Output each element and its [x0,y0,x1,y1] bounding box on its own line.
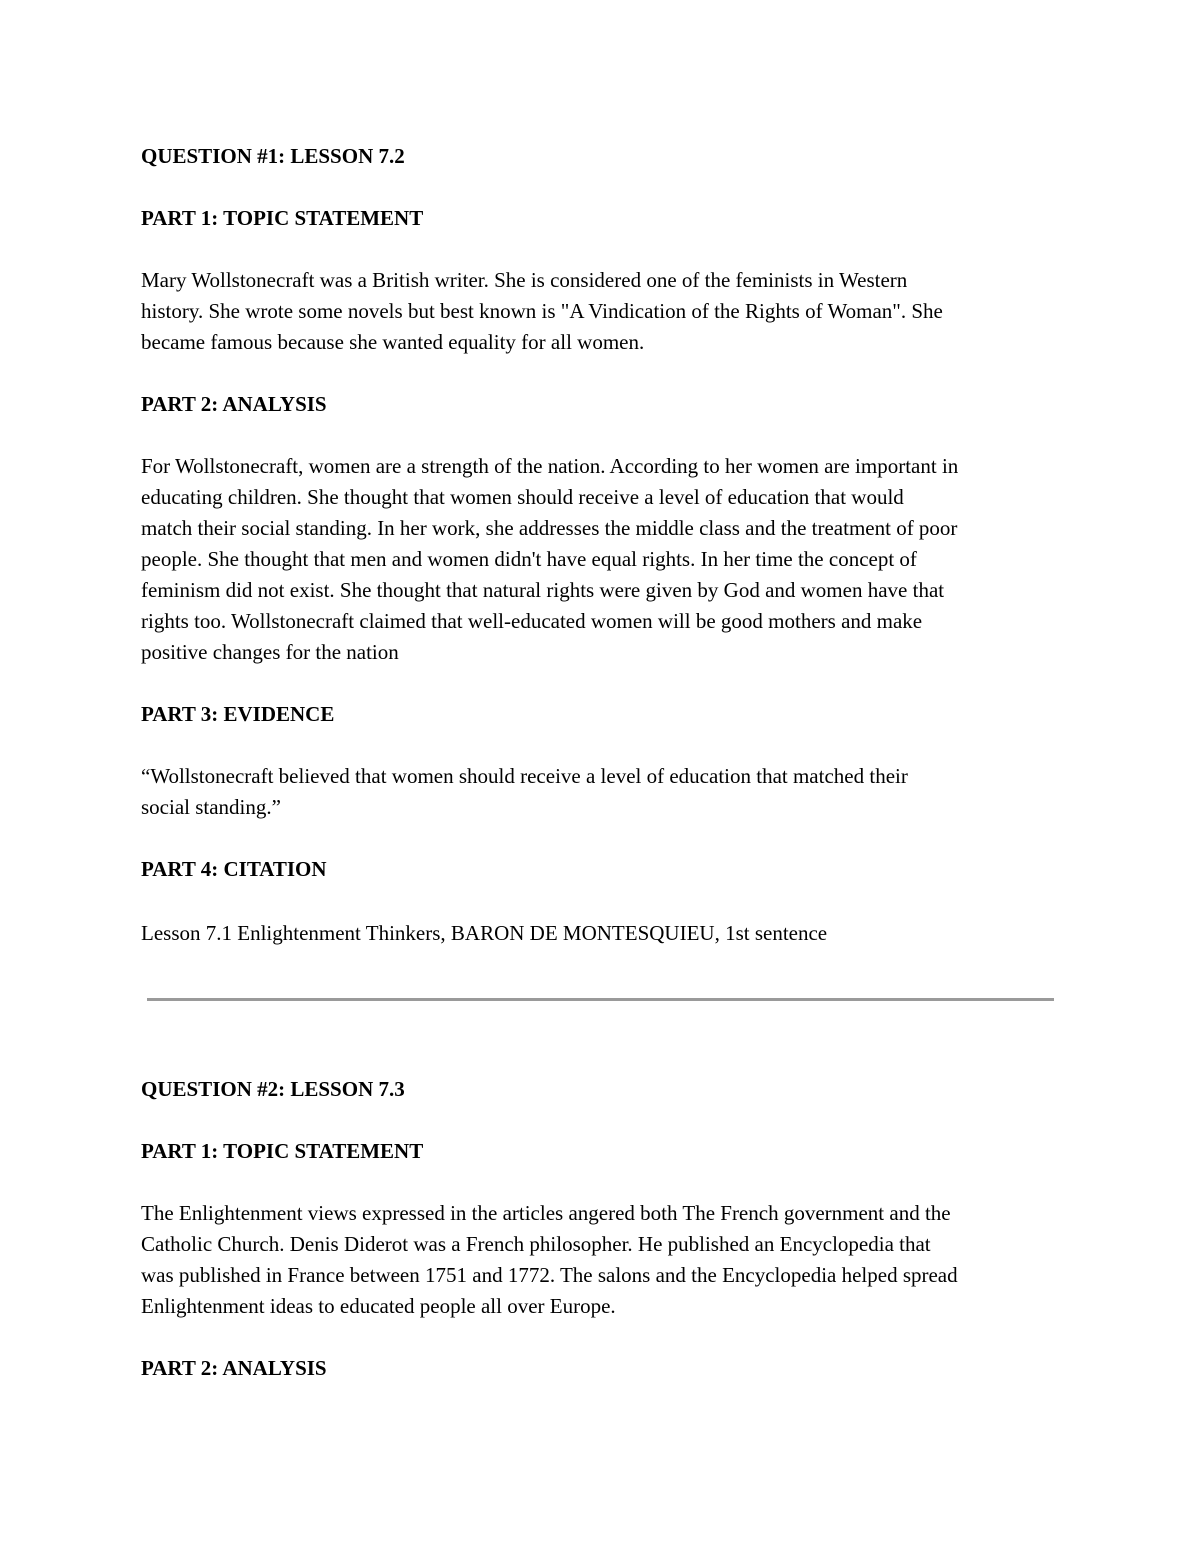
question-1-part-1-line: history. She wrote some novels but best known is "A Vindication of the Rights of Woman". She [141,299,943,323]
question-1-title: QUESTION #1: LESSON 7.2 [141,144,405,168]
question-1-part-3-heading: PART 3: EVIDENCE [141,702,335,726]
question-2-part-1-heading: PART 1: TOPIC STATEMENT [141,1139,424,1163]
question-1-part-2-line: For Wollstonecraft, women are a strength of the nation. According to her women are important in [141,454,959,478]
question-1-part-2-line: educating children. She thought that women should receive a level of education that would [141,485,904,509]
question-1-part-2-line: people. She thought that men and women didn't have equal rights. In her time the concept of [141,547,917,571]
question-2-title: QUESTION #2: LESSON 7.3 [141,1077,405,1101]
question-2-part-1-line: was published in France between 1751 and 1772. The salons and the Encyclopedia helped spread [141,1263,958,1287]
question-1-part-4-line: Lesson 7.1 Enlightenment Thinkers, BARON DE MONTESQUIEU, 1st sentence [141,921,828,945]
question-1-part-4-heading: PART 4: CITATION [141,857,327,881]
question-1-part-2-line: positive changes for the nation [141,640,399,664]
question-2-part-2-heading: PART 2: ANALYSIS [141,1356,327,1380]
question-1-part-2-line: match their social standing. In her work, she addresses the middle class and the treatment of poor [141,516,958,540]
question-1-part-2-heading: PART 2: ANALYSIS [141,392,327,416]
question-1-part-1-line: became famous because she wanted equality for all women. [141,330,645,354]
question-1-part-1-heading: PART 1: TOPIC STATEMENT [141,206,424,230]
question-2-part-1-line: Enlightenment ideas to educated people all over Europe. [141,1294,616,1318]
question-1-part-1-line: Mary Wollstonecraft was a British writer. She is considered one of the feminists in Western [141,268,908,292]
question-2-part-1-line: The Enlightenment views expressed in the articles angered both The French government and the [141,1201,951,1225]
question-1-part-3-line: “Wollstonecraft believed that women should receive a level of education that matched their [141,764,908,788]
question-1-part-2-line: rights too. Wollstonecraft claimed that well-educated women will be good mothers and make [141,609,923,633]
question-1-part-2-line: feminism did not exist. She thought that natural rights were given by God and women have that [141,578,945,602]
horizontal-divider [147,998,1054,1001]
question-1-part-3-line: social standing.” [141,795,281,819]
question-2-part-1-line: Catholic Church. Denis Diderot was a French philosopher. He published an Encyclopedia that [141,1232,931,1256]
